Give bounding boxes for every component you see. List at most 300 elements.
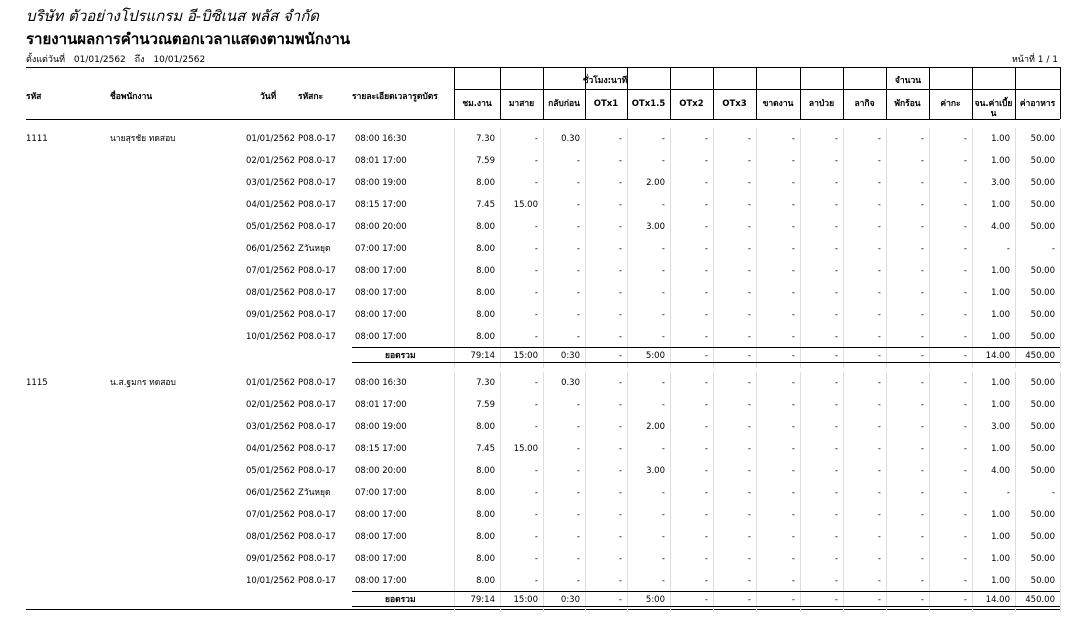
row-value-ot2: - — [704, 266, 708, 276]
column-guide — [886, 128, 887, 368]
row-date: 07/01/2562 — [246, 510, 295, 520]
row-value-sick: - — [834, 466, 838, 476]
total-ot3: - — [747, 351, 751, 361]
row-value-ot15: - — [661, 332, 665, 342]
row-value-work_hours: 7.59 — [476, 400, 495, 410]
row-value-ot15: - — [661, 200, 665, 210]
row-value-meal: 50.00 — [1030, 222, 1055, 232]
row-value-sick: - — [834, 422, 838, 432]
row-value-allowance_count: 3.00 — [991, 422, 1010, 432]
total-shift_pay: - — [963, 595, 967, 605]
row-value-work_hours: 8.00 — [476, 422, 495, 432]
row-value-shift_pay: - — [963, 288, 967, 298]
row-value-early_leave: - — [576, 266, 580, 276]
row-value-shift_pay: - — [963, 310, 967, 320]
row-value-sick: - — [834, 378, 838, 388]
row-value-ot2: - — [704, 178, 708, 188]
row-value-shift_pay: - — [963, 554, 967, 564]
row-value-ot2: - — [704, 422, 708, 432]
row-time-detail: 08:00 16:30 — [355, 378, 407, 388]
row-shift: P08.0-17 — [298, 422, 336, 432]
row-time-detail: 08:00 17:00 — [355, 288, 407, 298]
row-value-late: - — [534, 466, 538, 476]
row-value-ot1: - — [618, 288, 622, 298]
col-detail-header: รายละเอียดเวลารูดบัตร — [352, 92, 438, 102]
row-value-ot3: - — [747, 244, 751, 254]
column-guide — [1060, 372, 1061, 612]
row-value-work_hours: 7.59 — [476, 156, 495, 166]
row-value-meal: 50.00 — [1030, 200, 1055, 210]
column-guide — [500, 372, 501, 612]
column-guide — [1015, 372, 1016, 612]
row-value-ot15: - — [661, 532, 665, 542]
row-value-sick: - — [834, 156, 838, 166]
row-date: 01/01/2562 — [246, 378, 295, 388]
col-vacation-header: พักร้อน — [894, 99, 921, 109]
row-value-ot1: - — [618, 554, 622, 564]
row-time-detail: 08:00 17:00 — [355, 332, 407, 342]
row-value-early_leave: - — [576, 310, 580, 320]
row-shift: P08.0-17 — [298, 554, 336, 564]
total-vacation: - — [920, 595, 924, 605]
row-value-vacation: - — [920, 488, 924, 498]
row-value-ot15: - — [661, 266, 665, 276]
column-separator — [929, 67, 930, 119]
row-shift: P08.0-17 — [298, 444, 336, 454]
row-date: 08/01/2562 — [246, 532, 295, 542]
row-value-ot2: - — [704, 288, 708, 298]
row-value-ot3: - — [747, 332, 751, 342]
row-value-early_leave: - — [576, 244, 580, 254]
row-shift: P08.0-17 — [298, 266, 336, 276]
row-value-allowance_count: 1.00 — [991, 332, 1010, 342]
row-value-ot3: - — [747, 466, 751, 476]
total-meal: 450.00 — [1025, 595, 1055, 605]
row-date: 07/01/2562 — [246, 266, 295, 276]
row-value-allowance_count: 4.00 — [991, 222, 1010, 232]
row-value-sick: - — [834, 444, 838, 454]
row-value-absent: - — [791, 576, 795, 586]
row-value-vacation: - — [920, 266, 924, 276]
row-value-ot1: - — [618, 422, 622, 432]
row-value-late: - — [534, 422, 538, 432]
total-ot15: 5:00 — [645, 595, 665, 605]
row-value-allowance_count: 1.00 — [991, 378, 1010, 388]
row-value-allowance_count: 1.00 — [991, 266, 1010, 276]
row-value-vacation: - — [920, 332, 924, 342]
company-name: บริษัท ตัวอย่างโปรแกรม อี-บิซิเนส พลัส จำกัด — [26, 7, 320, 25]
row-date: 08/01/2562 — [246, 288, 295, 298]
column-guide — [670, 372, 671, 612]
row-value-ot15: - — [661, 378, 665, 388]
row-value-shift_pay: - — [963, 444, 967, 454]
total-allowance_count: 14.00 — [985, 351, 1010, 361]
col-ot15-header: OTx1.5 — [631, 99, 666, 109]
row-date: 10/01/2562 — [246, 576, 295, 586]
row-value-business: - — [877, 400, 881, 410]
row-value-ot15: - — [661, 576, 665, 586]
row-value-ot15: 2.00 — [646, 422, 665, 432]
row-value-ot1: - — [618, 134, 622, 144]
row-shift: P08.0-17 — [298, 200, 336, 210]
row-value-allowance_count: 1.00 — [991, 554, 1010, 564]
row-value-absent: - — [791, 466, 795, 476]
row-value-vacation: - — [920, 178, 924, 188]
row-shift: Zวันหยุด — [298, 244, 331, 254]
employee-name: น.ส.ฐมกร ทดสอบ — [110, 378, 176, 388]
row-shift: P08.0-17 — [298, 400, 336, 410]
row-value-ot1: - — [618, 466, 622, 476]
col-code-header: รหัส — [26, 92, 42, 102]
total-label: ยอดรวม — [385, 351, 416, 361]
row-value-late: - — [534, 378, 538, 388]
row-value-meal: 50.00 — [1030, 378, 1055, 388]
row-value-meal: 50.00 — [1030, 554, 1055, 564]
total-business: - — [877, 351, 881, 361]
row-value-ot15: - — [661, 510, 665, 520]
row-value-sick: - — [834, 222, 838, 232]
row-value-ot3: - — [747, 532, 751, 542]
row-value-shift_pay: - — [963, 378, 967, 388]
row-value-sick: - — [834, 532, 838, 542]
row-value-ot2: - — [704, 332, 708, 342]
row-value-shift_pay: - — [963, 178, 967, 188]
row-time-detail: 08:00 20:00 — [355, 222, 407, 232]
row-value-absent: - — [791, 288, 795, 298]
row-value-ot1: - — [618, 378, 622, 388]
row-value-vacation: - — [920, 378, 924, 388]
row-value-meal: - — [1051, 488, 1055, 498]
row-value-meal: 50.00 — [1030, 178, 1055, 188]
row-date: 04/01/2562 — [246, 200, 295, 210]
row-value-ot3: - — [747, 156, 751, 166]
row-value-business: - — [877, 332, 881, 342]
row-value-ot1: - — [618, 444, 622, 454]
row-value-ot1: - — [618, 310, 622, 320]
row-value-ot15: - — [661, 400, 665, 410]
total-top-rule — [352, 347, 1060, 348]
row-time-detail: 08:00 17:00 — [355, 310, 407, 320]
row-shift: Zวันหยุด — [298, 488, 331, 498]
row-value-meal: 50.00 — [1030, 400, 1055, 410]
row-value-ot2: - — [704, 576, 708, 586]
row-value-early_leave: - — [576, 156, 580, 166]
row-value-ot15: - — [661, 488, 665, 498]
row-value-absent: - — [791, 310, 795, 320]
row-time-detail: 08:00 17:00 — [355, 510, 407, 520]
row-value-ot1: - — [618, 488, 622, 498]
column-guide — [843, 128, 844, 368]
row-value-ot2: - — [704, 510, 708, 520]
row-time-detail: 08:00 17:00 — [355, 266, 407, 276]
row-value-business: - — [877, 554, 881, 564]
row-value-work_hours: 8.00 — [476, 288, 495, 298]
total-bottom-rule — [352, 606, 1060, 607]
row-value-sick: - — [834, 488, 838, 498]
total-ot2: - — [704, 595, 708, 605]
total-ot2: - — [704, 351, 708, 361]
row-value-late: - — [534, 288, 538, 298]
row-value-ot1: - — [618, 510, 622, 520]
row-value-late: - — [534, 134, 538, 144]
row-value-early_leave: - — [576, 554, 580, 564]
row-value-absent: - — [791, 422, 795, 432]
row-value-ot15: - — [661, 134, 665, 144]
row-value-ot1: - — [618, 532, 622, 542]
row-value-vacation: - — [920, 244, 924, 254]
row-shift: P08.0-17 — [298, 466, 336, 476]
row-date: 02/01/2562 — [246, 400, 295, 410]
row-value-vacation: - — [920, 422, 924, 432]
row-value-absent: - — [791, 200, 795, 210]
column-separator — [843, 67, 844, 119]
row-date: 03/01/2562 — [246, 422, 295, 432]
row-value-work_hours: 7.45 — [476, 200, 495, 210]
row-value-ot3: - — [747, 310, 751, 320]
row-value-shift_pay: - — [963, 134, 967, 144]
row-value-ot15: 3.00 — [646, 466, 665, 476]
row-value-absent: - — [791, 510, 795, 520]
from-date: 01/01/2562 — [73, 55, 126, 65]
column-separator — [543, 67, 544, 119]
row-value-late: - — [534, 576, 538, 586]
row-value-vacation: - — [920, 156, 924, 166]
row-value-ot1: - — [618, 332, 622, 342]
page-number: หน้าที่ 1 / 1 — [1011, 55, 1058, 65]
column-guide — [585, 128, 586, 368]
row-value-ot2: - — [704, 488, 708, 498]
row-value-vacation: - — [920, 310, 924, 320]
row-value-absent: - — [791, 488, 795, 498]
row-date: 04/01/2562 — [246, 444, 295, 454]
row-time-detail: 08:00 16:30 — [355, 134, 407, 144]
row-value-absent: - — [791, 554, 795, 564]
row-value-work_hours: 8.00 — [476, 488, 495, 498]
row-value-early_leave: 0.30 — [561, 378, 580, 388]
row-value-vacation: - — [920, 510, 924, 520]
row-value-allowance_count: - — [1006, 244, 1010, 254]
row-value-business: - — [877, 422, 881, 432]
row-value-business: - — [877, 178, 881, 188]
row-value-late: 15.00 — [513, 444, 538, 454]
row-value-meal: 50.00 — [1030, 532, 1055, 542]
total-sick: - — [834, 351, 838, 361]
row-value-allowance_count: 1.00 — [991, 310, 1010, 320]
row-value-ot2: - — [704, 200, 708, 210]
row-date: 06/01/2562 — [246, 244, 295, 254]
row-value-ot3: - — [747, 444, 751, 454]
row-value-sick: - — [834, 200, 838, 210]
row-value-allowance_count: 1.00 — [991, 444, 1010, 454]
col-ot3-header: OTx3 — [722, 99, 747, 109]
row-value-meal: 50.00 — [1030, 422, 1055, 432]
total-work_hours: 79:14 — [470, 595, 495, 605]
date-range — [26, 52, 211, 66]
row-shift: P08.0-17 — [298, 288, 336, 298]
row-value-ot3: - — [747, 266, 751, 276]
row-shift: P08.0-17 — [298, 134, 336, 144]
row-value-vacation: - — [920, 576, 924, 586]
row-time-detail: 08:00 17:00 — [355, 576, 407, 586]
row-value-vacation: - — [920, 400, 924, 410]
row-value-late: - — [534, 244, 538, 254]
row-value-late: - — [534, 156, 538, 166]
column-guide — [627, 128, 628, 368]
row-value-business: - — [877, 310, 881, 320]
col-sick-header: ลาป่วย — [808, 99, 835, 109]
row-value-ot1: - — [618, 222, 622, 232]
row-value-late: - — [534, 310, 538, 320]
row-value-ot3: - — [747, 200, 751, 210]
row-value-ot2: - — [704, 444, 708, 454]
to-date: 10/01/2562 — [153, 55, 206, 65]
row-shift: P08.0-17 — [298, 576, 336, 586]
row-value-shift_pay: - — [963, 466, 967, 476]
col-early_leave-header: กลับก่อน — [548, 99, 580, 109]
from-label: ตั้งแต่วันที่ — [26, 55, 66, 65]
row-value-business: - — [877, 466, 881, 476]
col-absent-header: ขาดงาน — [762, 99, 794, 109]
row-value-ot2: - — [704, 466, 708, 476]
row-value-ot2: - — [704, 532, 708, 542]
row-value-late: 15.00 — [513, 200, 538, 210]
column-guide — [585, 372, 586, 612]
row-time-detail: 08:00 17:00 — [355, 554, 407, 564]
row-value-business: - — [877, 488, 881, 498]
row-value-meal: - — [1051, 244, 1055, 254]
row-value-work_hours: 8.00 — [476, 310, 495, 320]
row-value-work_hours: 8.00 — [476, 576, 495, 586]
row-value-shift_pay: - — [963, 532, 967, 542]
row-value-ot3: - — [747, 488, 751, 498]
row-value-work_hours: 7.45 — [476, 444, 495, 454]
row-time-detail: 08:00 19:00 — [355, 178, 407, 188]
row-value-ot3: - — [747, 222, 751, 232]
row-value-work_hours: 8.00 — [476, 532, 495, 542]
row-date: 05/01/2562 — [246, 222, 295, 232]
column-guide — [972, 372, 973, 612]
column-separator — [585, 67, 586, 119]
column-guide — [670, 128, 671, 368]
column-guide — [713, 128, 714, 368]
row-value-absent: - — [791, 532, 795, 542]
column-separator — [500, 67, 501, 119]
column-separator — [713, 67, 714, 119]
row-value-ot3: - — [747, 510, 751, 520]
row-value-business: - — [877, 288, 881, 298]
row-value-ot1: - — [618, 178, 622, 188]
row-shift: P08.0-17 — [298, 378, 336, 388]
row-value-ot2: - — [704, 244, 708, 254]
row-value-early_leave: - — [576, 422, 580, 432]
row-value-late: - — [534, 332, 538, 342]
row-value-sick: - — [834, 310, 838, 320]
to-label: ถึง — [134, 55, 145, 65]
row-time-detail: 08:00 17:00 — [355, 532, 407, 542]
row-value-business: - — [877, 576, 881, 586]
row-value-shift_pay: - — [963, 156, 967, 166]
column-separator — [1015, 67, 1016, 119]
row-value-absent: - — [791, 222, 795, 232]
row-value-ot1: - — [618, 156, 622, 166]
total-ot1: - — [618, 595, 622, 605]
group-count-header: จำนวน — [894, 76, 922, 86]
total-allowance_count: 14.00 — [985, 595, 1010, 605]
total-sick: - — [834, 595, 838, 605]
row-value-ot3: - — [747, 378, 751, 388]
row-value-absent: - — [791, 178, 795, 188]
row-value-early_leave: - — [576, 332, 580, 342]
row-value-shift_pay: - — [963, 332, 967, 342]
total-work_hours: 79:14 — [470, 351, 495, 361]
col-business-header: ลากิจ — [854, 99, 875, 109]
row-shift: P08.0-17 — [298, 156, 336, 166]
header-bottom-rule — [26, 119, 1060, 120]
col-meal-header: ค่าอาหาร — [1019, 99, 1056, 109]
row-value-ot1: - — [618, 200, 622, 210]
row-value-late: - — [534, 532, 538, 542]
row-value-early_leave: - — [576, 200, 580, 210]
row-value-vacation: - — [920, 200, 924, 210]
row-value-allowance_count: 1.00 — [991, 200, 1010, 210]
row-value-business: - — [877, 244, 881, 254]
row-value-ot15: - — [661, 554, 665, 564]
row-date: 01/01/2562 — [246, 134, 295, 144]
row-value-work_hours: 8.00 — [476, 244, 495, 254]
row-value-work_hours: 8.00 — [476, 510, 495, 520]
col-ot2-header: OTx2 — [679, 99, 704, 109]
row-value-ot2: - — [704, 378, 708, 388]
column-separator — [454, 67, 455, 119]
row-value-business: - — [877, 444, 881, 454]
row-value-ot3: - — [747, 400, 751, 410]
row-time-detail: 07:00 17:00 — [355, 488, 407, 498]
row-value-meal: 50.00 — [1030, 310, 1055, 320]
col-shift-header: รหัสกะ — [298, 92, 324, 102]
col-allowance_count-header: จน.ค่าเบี้ยน — [974, 99, 1013, 119]
row-value-absent: - — [791, 332, 795, 342]
row-value-business: - — [877, 532, 881, 542]
row-value-shift_pay: - — [963, 576, 967, 586]
row-value-ot15: - — [661, 156, 665, 166]
column-guide — [1060, 128, 1061, 368]
total-label: ยอดรวม — [385, 595, 416, 605]
row-value-absent: - — [791, 134, 795, 144]
row-value-absent: - — [791, 378, 795, 388]
row-value-early_leave: - — [576, 510, 580, 520]
row-value-ot15: - — [661, 444, 665, 454]
row-value-ot3: - — [747, 134, 751, 144]
row-value-meal: 50.00 — [1030, 332, 1055, 342]
row-value-meal: 50.00 — [1030, 156, 1055, 166]
column-separator — [886, 67, 887, 119]
row-value-absent: - — [791, 400, 795, 410]
total-ot3: - — [747, 595, 751, 605]
row-value-absent: - — [791, 266, 795, 276]
column-guide — [800, 128, 801, 368]
row-shift: P08.0-17 — [298, 178, 336, 188]
total-business: - — [877, 595, 881, 605]
row-value-absent: - — [791, 444, 795, 454]
row-value-late: - — [534, 266, 538, 276]
row-value-meal: 50.00 — [1030, 576, 1055, 586]
row-value-ot1: - — [618, 576, 622, 586]
col-shift_pay-header: ค่ากะ — [940, 99, 961, 109]
column-guide — [800, 372, 801, 612]
row-value-work_hours: 8.00 — [476, 332, 495, 342]
row-time-detail: 08:00 19:00 — [355, 422, 407, 432]
row-value-meal: 50.00 — [1030, 510, 1055, 520]
